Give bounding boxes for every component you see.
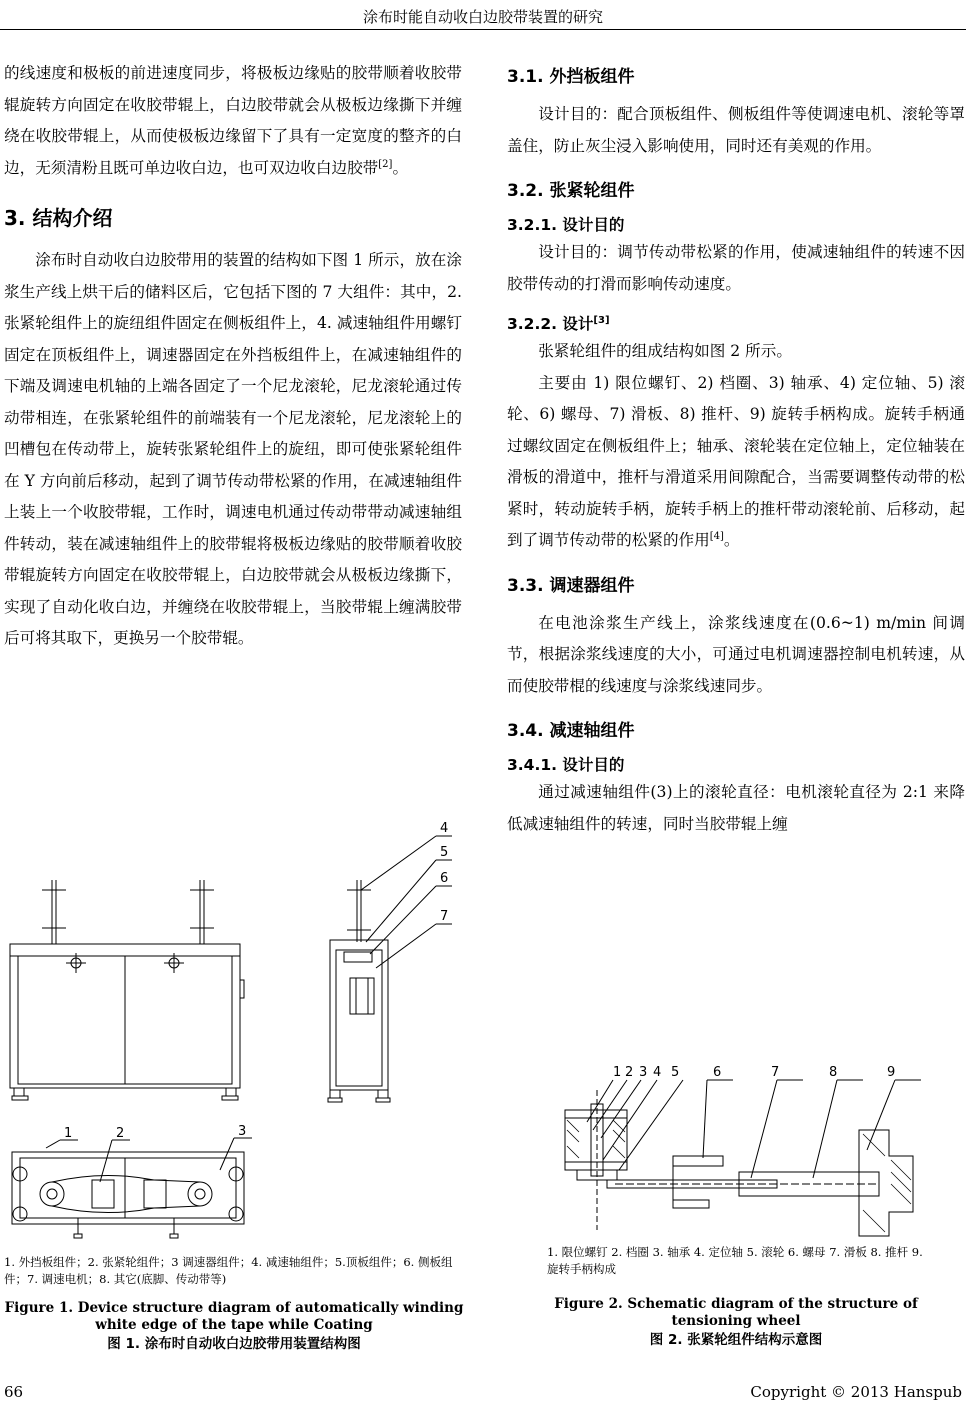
fig2-label-5: 5 xyxy=(671,1065,680,1080)
bearing-block xyxy=(565,1110,627,1170)
paragraph-3-2-1: 设计目的：调节传动带松紧的作用，使减速轴组件的转速不因胶带传动的打滑而影响传动速度。 xyxy=(507,243,965,293)
fig2-label-4: 4 xyxy=(653,1065,662,1080)
heading-3-2-2: 3.2.2. 设计[3] xyxy=(507,314,610,333)
fig1-label-3: 3 xyxy=(238,1124,247,1139)
citation-ref[interactable]: [3] xyxy=(593,314,610,326)
intro-paragraph: 的线速度和极板的前进速度同步，将极板边缘贴的胶带顺着收胶带辊旋转方向固定在收胶带辊上，白边胶带就会从极板边缘撕下并缠绕在收胶带辊上，从而使极板边缘留下了具有一定宽度的整齐的白边，无须清粉且既可单边收白边，也可双边收白边胶带[2]。 xyxy=(4,64,462,177)
fig2-label-1: 1 xyxy=(613,1065,622,1080)
paragraph-3-4-1: 通过减速轴组件(3)上的滚轮直径：电机滚轮直径为 2:1 来降低减速轴组件的转速，同时当胶带辊上缠 xyxy=(507,783,965,833)
figure-1 xyxy=(4,818,464,1354)
page-number: 66 xyxy=(4,1383,24,1401)
fig1-label-1: 1 xyxy=(64,1126,73,1141)
heading-3-1: 3.1. 外挡板组件 xyxy=(507,67,635,87)
fig2-label-9: 9 xyxy=(887,1065,896,1080)
copyright: Copyright © 2013 Hanspub xyxy=(750,1383,962,1401)
rotary-handle xyxy=(859,1130,913,1236)
heading-3-2-1: 3.2.1. 设计目的 xyxy=(507,216,625,234)
paragraph-3-3: 在电池涂浆生产线上，涂浆线速度在(0.6~1) m/min 间调节，根据涂浆线速度的大小，可通过电机调速器控制电机转速，从而使胶带棍的线速度与涂浆线速同步。 xyxy=(507,613,965,695)
figure-1-caption-zh: 图 1. 涂布时自动收白边胶带用装置结构图 xyxy=(107,1336,361,1352)
structure-paragraph: 涂布时自动收白边胶带用的装置的结构如下图 1 所示，放在涂浆生产线上烘干后的储料区后，它包括下图的 7 大组件：其中，2. 张紧轮组件上的旋纽组件固定在侧板组件上，4. 减速轴组件用螺钉固定在顶板组件上，调速器固定在外挡板组件上，在减速轴组件的下端及调速电机轴的上端各固定了一个尼龙滚轮，尼龙滚轮通过传动带相连，在张紧轮组件的前端装有一个尼龙滚轮，尼龙滚轮上的凹槽包在传动带上，旋转张紧轮组件上的旋纽，即可使张紧轮组件在 Y 方向前后移动，起到了调节传动带松紧的作用，在减速轴组件上装上一个收胶带辊，工作时，调速电机通过传动带带动减速轴组件转动，装在减速轴组件上的胶带辊将极板边缘贴的胶带顺着收胶带辊旋转方向固定在收胶带辊上，白边胶带就会从极板边缘撕下，实现了自动化收白边，并缠绕在收胶带辊上，当胶带辊上缠满胶带后可将其取下，更换另一个胶带辊。 xyxy=(4,251,462,647)
running-header: 涂布时能自动收白边胶带装置的研究 xyxy=(362,8,603,26)
heading-3-4: 3.4. 减速轴组件 xyxy=(507,721,635,741)
fig1-label-7: 7 xyxy=(440,909,449,924)
citation-ref[interactable]: [2] xyxy=(378,158,393,170)
right-column xyxy=(507,58,965,840)
figure-2-drawing xyxy=(507,1060,965,1240)
left-column xyxy=(4,58,462,655)
figure-2-caption-zh: 图 2. 张紧轮组件结构示意图 xyxy=(649,1332,823,1348)
section-heading-3: 3. 结构介绍 xyxy=(4,206,113,230)
figure-2-caption-en: Figure 2. Schematic diagram of the structure of tensioning wheel xyxy=(554,1296,918,1329)
fig2-label-3: 3 xyxy=(639,1065,648,1080)
heading-3-2: 3.2. 张紧轮组件 xyxy=(507,181,635,201)
figure-1-legend: 1. 外挡板组件；2. 张紧轮组件；3 调速器组件；4. 减速轴组件；5.顶板组件；6. 侧板组件；7. 调速电机；8. 其它(底脚、传动带等) xyxy=(4,1255,453,1286)
fig1-label-6: 6 xyxy=(440,871,449,886)
paragraph-3-2-2b: 主要由 1) 限位螺钉、2) 档圈、3) 轴承、4) 定位轴、5) 滚轮、6) 螺母、7) 滑板、8) 推杆、9) 旋转手柄构成。旋转手柄通过螺纹固定在侧板组件上；轴承、滚轮装在定位轴上，定位轴装在滑板的滑道中，推杆与滑道采用间隙配合，当需要调整传动带的松紧时，转动旋转手柄，旋转手柄上的推杆带动滚轮前、后移动，起到了调节传动带的松紧的作用[4]。 xyxy=(507,373,965,549)
figure-1-drawing xyxy=(4,818,464,1248)
heading-3-3: 3.3. 调速器组件 xyxy=(507,575,635,596)
citation-ref[interactable]: [4] xyxy=(709,530,724,542)
heading-3-4-1: 3.4.1. 设计目的 xyxy=(507,756,625,774)
fig2-label-8: 8 xyxy=(829,1065,838,1080)
header-rule xyxy=(0,29,966,30)
figure-2-legend: 1. 限位螺钉 2. 档圈 3. 轴承 4. 定位轴 5. 滚轮 6. 螺母 7. 滑板 8. 推杆 9.旋转手柄构成 xyxy=(547,1245,923,1276)
figure-2 xyxy=(507,1060,965,1350)
fig2-label-2: 2 xyxy=(625,1065,634,1080)
figure-1-caption-en: Figure 1. Device structure diagram of automatically winding white edge of the tape while Coating xyxy=(4,1300,464,1333)
fig2-label-7: 7 xyxy=(771,1065,780,1080)
fig1-label-4: 4 xyxy=(440,821,449,836)
fig2-label-6: 6 xyxy=(713,1065,722,1080)
fig1-label-2: 2 xyxy=(116,1126,125,1141)
paragraph-3-2-2a: 张紧轮组件的组成结构如图 2 所示。 xyxy=(538,342,792,360)
fig1-label-5: 5 xyxy=(440,845,449,860)
top-view-frame xyxy=(12,1152,244,1224)
paragraph-3-1: 设计目的：配合顶板组件、侧板组件等使调速电机、滚轮等罩盖住，防止灰尘浸入影响使用，同时还有美观的作用。 xyxy=(507,105,965,155)
